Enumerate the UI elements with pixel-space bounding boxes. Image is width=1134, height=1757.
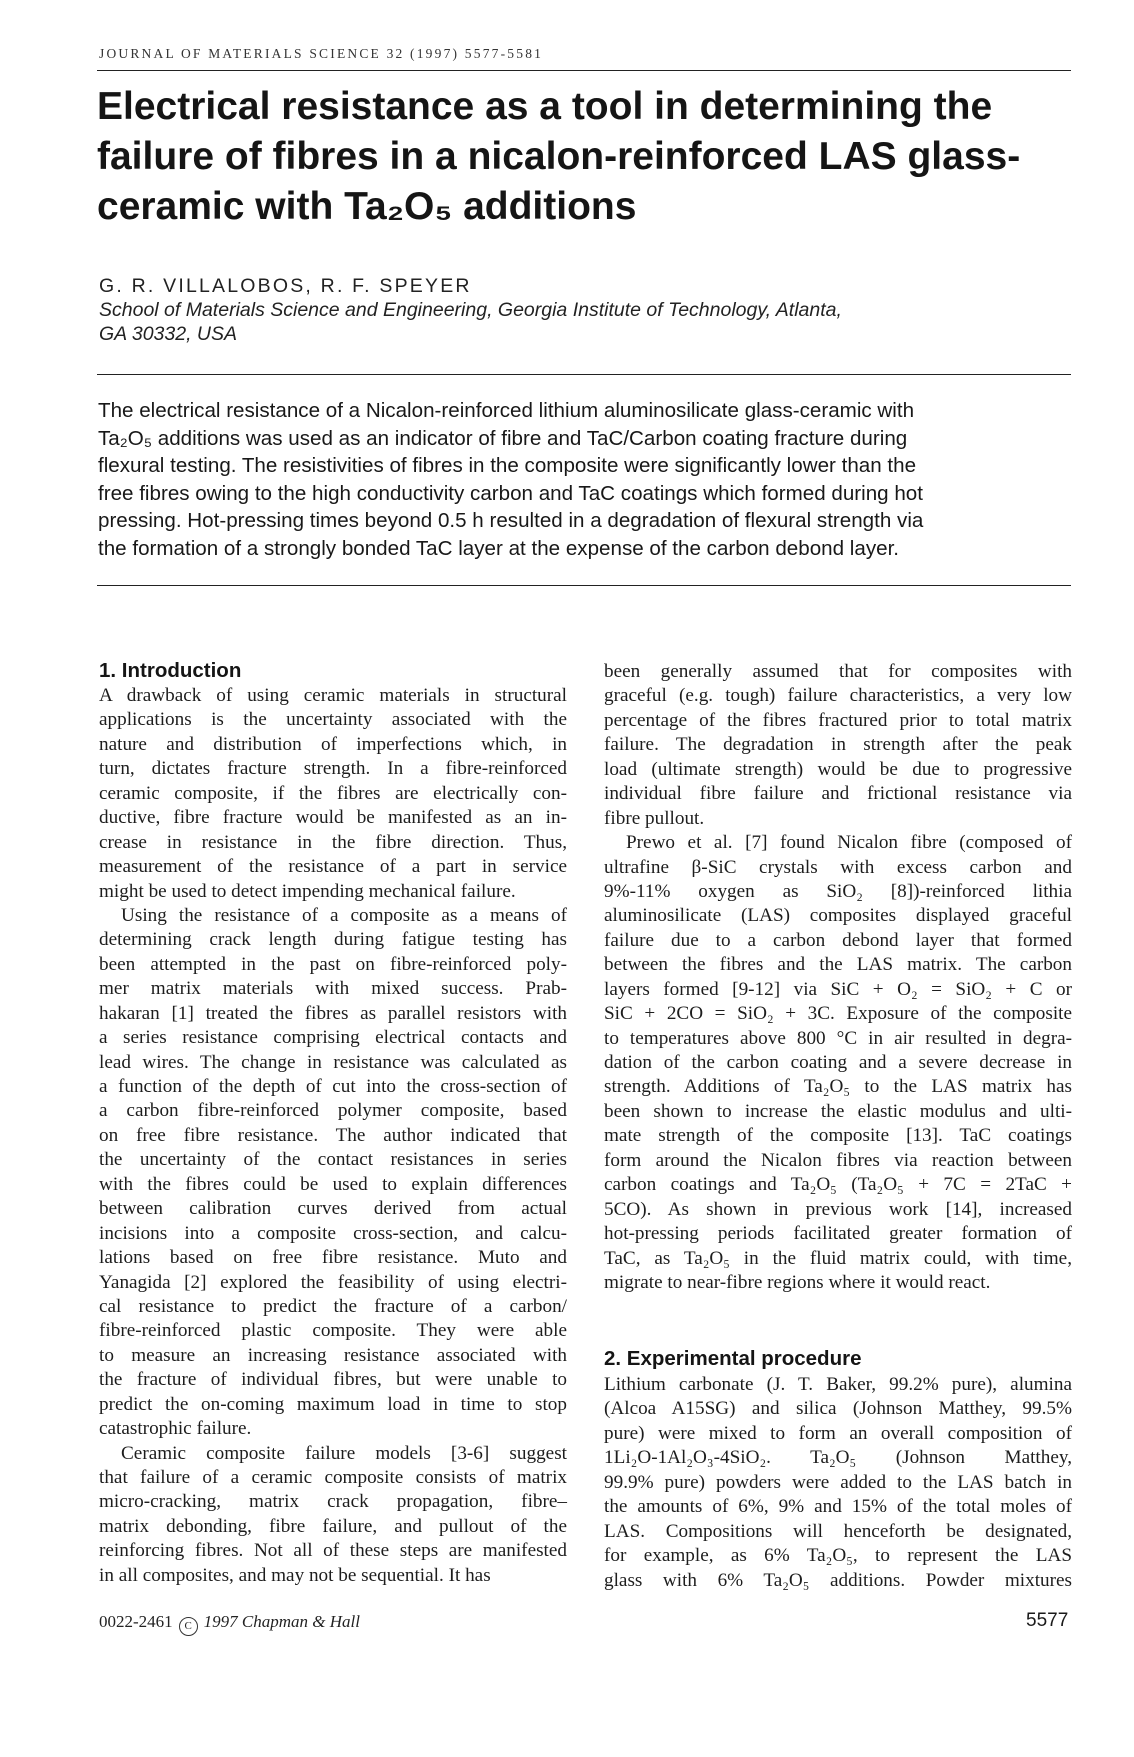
- section-heading-experimental: 2. Experimental procedure: [604, 1347, 862, 1370]
- header-rule: [97, 70, 1071, 71]
- text-line: determining crack length during fatigue testing has: [99, 929, 567, 951]
- text-line: hot-pressing periods facilitated greater formation of: [604, 1223, 1072, 1245]
- text-line: glass with 6% Ta₂O₅ additions. Powder mixtures: [604, 1569, 1072, 1591]
- text-line: a series resistance comprising electrical contacts and: [99, 1027, 567, 1049]
- text-line: Ceramic composite failure models [3-6] suggest: [121, 1442, 567, 1464]
- text-line: dation of the carbon coating and a severe decrease in: [604, 1052, 1072, 1073]
- text-line: lead wires. The change in resistance was calculated as: [99, 1051, 567, 1073]
- text-line: SiC + 2CO = SiO₂ + 3C. Exposure of the composite: [604, 1003, 1072, 1025]
- text-line: ceramic composite, if the fibres are electrically con-: [99, 782, 567, 804]
- text-line: might be used to detect impending mechanical failure.: [99, 880, 516, 902]
- text-line: cal resistance to predict the fracture of a carbon/: [99, 1295, 567, 1317]
- text-line: ultrafine β-SiC crystals with excess carbon and: [604, 856, 1072, 878]
- paper-title: [97, 82, 1077, 232]
- text-line: fibre pullout.: [604, 807, 705, 829]
- text-line: 5CO). As shown in previous work [14], increased: [604, 1198, 1072, 1220]
- abstract-line: The electrical resistance of a Nicalon-reinforced lithium aluminosilicate glass-ceramic with: [98, 399, 915, 422]
- right-column-bottom: [604, 1373, 1072, 1593]
- text-line: strength. Additions of Ta₂O₅ to the LAS matrix has: [604, 1076, 1072, 1098]
- text-line: been attempted in the past on fibre-reinforced poly-: [99, 953, 567, 975]
- text-line: TaC, as Ta₂O₅ in the fluid matrix could, with time,: [604, 1247, 1072, 1269]
- text-line: between the fibres and the LAS matrix. The carbon: [604, 954, 1072, 976]
- text-line: measurement of the resistance of a part in service: [99, 856, 567, 878]
- text-line: aluminosilicate (LAS) composites displayed graceful: [604, 905, 1072, 927]
- running-head: JOURNAL OF MATERIALS SCIENCE 32 (1997) 5577-5581: [99, 46, 544, 61]
- text-line: applications is the uncertainty associated with the: [99, 709, 567, 731]
- issn: 0022-2461: [99, 1612, 173, 1631]
- text-line: failure due to a carbon debond layer that formed: [604, 929, 1072, 951]
- text-line: failure. The degradation in strength after the peak: [604, 734, 1072, 756]
- title-line: failure of fibres in a nicalon-reinforced LAS glass-: [97, 135, 1021, 178]
- abstract-bottom-rule: [97, 585, 1071, 586]
- abstract-line: the formation of a strongly bonded TaC layer at the expense of the carbon debond layer.: [98, 536, 900, 560]
- text-line: layers formed [9-12] via SiC + O₂ = SiO₂ + C or: [604, 978, 1072, 1000]
- text-line: ductive, fibre fracture would be manifested as an in-: [99, 807, 567, 829]
- text-line: hakaran [1] treated the fibres as parallel resistors with: [99, 1002, 567, 1024]
- text-line: 1Li₂O-1Al₂O₃-4SiO₂. Ta₂O₅ (Johnson Matthey,: [604, 1447, 1072, 1469]
- text-line: 99.9% pure) powders were added to the LAS batch in: [604, 1471, 1072, 1493]
- text-line: with the fibres could be used to explain differences: [99, 1173, 567, 1195]
- text-line: between calibration curves derived from actual: [99, 1198, 567, 1220]
- text-line: fibre-reinforced plastic composite. They were able: [99, 1320, 567, 1342]
- authors: G. R. VILLALOBOS, R. F. SPEYER: [99, 275, 472, 297]
- text-line: Prewo et al. [7] found Nicalon fibre (composed of: [626, 832, 1072, 854]
- text-line: carbon coatings and Ta₂O₅ (Ta₂O₅ + 7C = 2TaC +: [604, 1174, 1072, 1196]
- text-line: matrix debonding, fibre failure, and pullout of the: [99, 1515, 567, 1537]
- text-line: LAS. Compositions will henceforth be designated,: [604, 1520, 1072, 1542]
- text-line: the fracture of individual fibres, but were unable to: [99, 1369, 567, 1391]
- text-line: individual fibre failure and frictional resistance via: [604, 783, 1072, 805]
- affiliation-line: School of Materials Science and Engineering, Georgia Institute of Technology, Atlanta,: [99, 299, 842, 321]
- text-line: 9%-11% oxygen as SiO₂ [8])-reinforced lithia: [604, 880, 1072, 902]
- text-line: been generally assumed that for composites with: [604, 661, 1072, 682]
- text-line: predict the on-coming maximum load in time to stop: [99, 1393, 567, 1415]
- text-line: A drawback of using ceramic materials in structural: [99, 685, 567, 706]
- abstract-line: free fibres owing to the high conductivity carbon and TaC coatings which formed during hot: [98, 481, 923, 505]
- abstract-top-rule: [97, 374, 1071, 375]
- text-line: catastrophic failure.: [99, 1418, 252, 1440]
- title-line: Electrical resistance as a tool in determining the: [97, 85, 993, 128]
- abstract-line: Ta₂O₅ additions was used as an indicator of fibre and TaC/Carbon coating fracture during: [98, 426, 908, 450]
- text-line: Yanagida [2] explored the feasibility of using electri-: [99, 1271, 567, 1293]
- text-line: the uncertainty of the contact resistances in series: [99, 1149, 567, 1171]
- title-line: ceramic with Ta₂O₅ additions: [97, 185, 637, 228]
- text-line: (Alcoa A15SG) and silica (Johnson Matthey, 99.5%: [604, 1398, 1072, 1420]
- abstract-line: flexural testing. The resistivities of fibres in the composite were significantly lower than the: [98, 454, 917, 478]
- text-line: Using the resistance of a composite as a means of: [121, 904, 567, 926]
- page-number: 5577: [1026, 1610, 1069, 1631]
- text-line: mate strength of the composite [13]. TaC coatings: [604, 1125, 1072, 1147]
- text-line: the amounts of 6%, 9% and 15% of the total moles of: [604, 1496, 1072, 1518]
- text-line: incisions into a composite cross-section, and calcu-: [99, 1222, 567, 1244]
- section-heading-introduction: 1. Introduction: [99, 659, 242, 682]
- text-line: turn, dictates fracture strength. In a fibre-reinforced: [99, 758, 567, 780]
- affiliation: [99, 298, 1069, 346]
- left-column: [99, 684, 567, 1588]
- right-column-top: [604, 660, 1072, 1295]
- abstract: [98, 397, 1074, 563]
- text-line: reinforcing fibres. Not all of these steps are manifested: [99, 1540, 567, 1562]
- text-line: migrate to near-fibre regions where it would react.: [604, 1271, 991, 1293]
- text-line: in all composites, and may not be sequential. It has: [99, 1564, 491, 1586]
- text-line: to measure an increasing resistance associated with: [99, 1344, 567, 1366]
- text-line: form around the Nicalon fibres via reaction between: [604, 1149, 1072, 1171]
- text-line: percentage of the fibres fractured prior to total matrix: [604, 709, 1072, 731]
- text-line: to temperatures above 800 °C in air resulted in degra-: [604, 1027, 1072, 1049]
- text-line: a carbon fibre-reinforced polymer composite, based: [99, 1100, 567, 1122]
- publisher: 1997 Chapman & Hall: [203, 1612, 360, 1631]
- text-line: graceful (e.g. tough) failure characteristics, a very low: [604, 685, 1072, 707]
- affiliation-line: GA 30332, USA: [99, 323, 238, 345]
- text-line: a function of the depth of cut into the cross-section of: [99, 1076, 567, 1097]
- copyright-icon: C: [179, 1617, 198, 1636]
- text-line: mer matrix materials with mixed success. Prab-: [99, 978, 567, 1000]
- text-line: nature and distribution of imperfections which, in: [99, 733, 567, 755]
- text-line: micro-cracking, matrix crack propagation, fibre–: [99, 1491, 567, 1513]
- text-line: for example, as 6% Ta₂O₅, to represent the LAS: [604, 1545, 1072, 1567]
- text-line: pure) were mixed to form an overall composition of: [604, 1422, 1072, 1444]
- text-line: on free fibre resistance. The author indicated that: [99, 1124, 567, 1146]
- footer-copyright: [99, 1612, 360, 1636]
- text-line: that failure of a ceramic composite consists of matrix: [99, 1467, 567, 1488]
- text-line: lations based on free fibre resistance. Muto and: [99, 1247, 567, 1269]
- text-line: crease in resistance in the fibre direction. Thus,: [99, 831, 567, 853]
- text-line: been shown to increase the elastic modulus and ulti-: [604, 1100, 1072, 1122]
- text-line: load (ultimate strength) would be due to progressive: [604, 758, 1072, 780]
- text-line: Lithium carbonate (J. T. Baker, 99.2% pure), alumina: [604, 1374, 1072, 1395]
- abstract-line: pressing. Hot-pressing times beyond 0.5 h resulted in a degradation of flexural strength via: [98, 509, 924, 533]
